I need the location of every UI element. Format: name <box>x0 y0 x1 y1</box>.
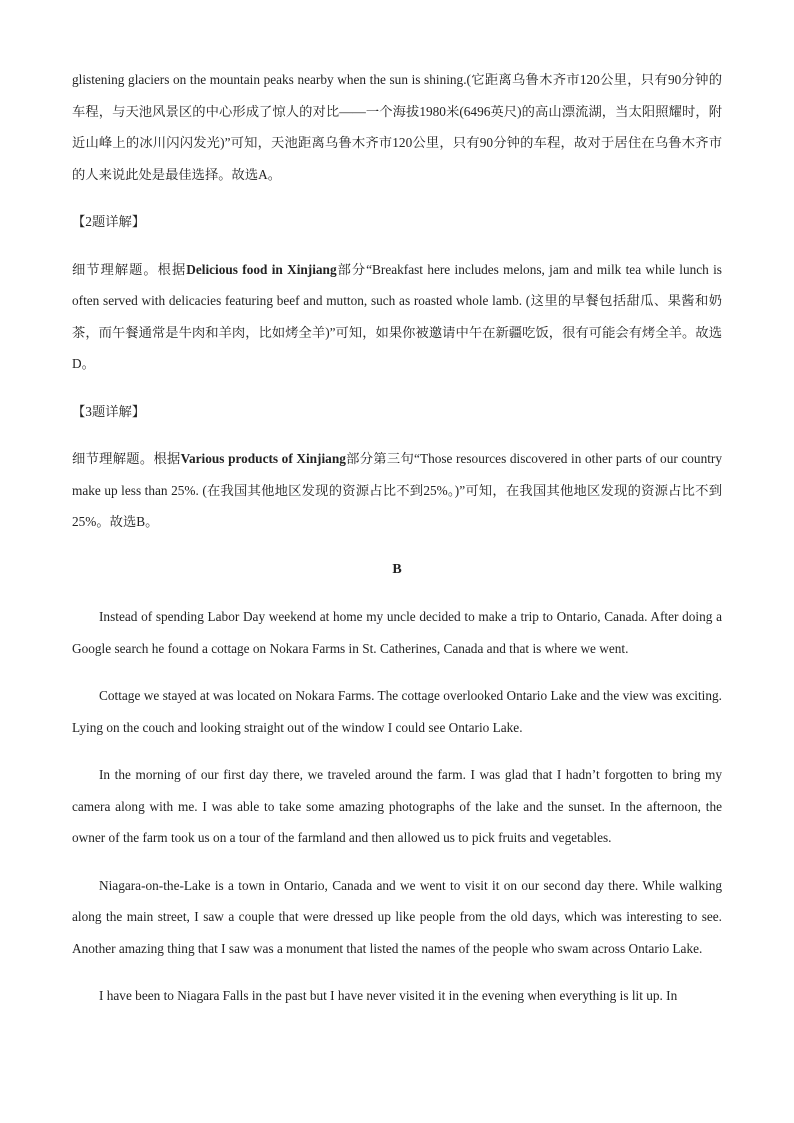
passage-b-paragraph-3: In the morning of our first day there, we traveled around the farm. I was glad that I hadn’t forgotten to bring my camera along with me. I was able to take some amazing photographs of the lake and the sunset. In the afternoon, the owner of the farm took us on a tour of the farmland and then allowed us to pick fruits and vegetables. <box>72 767 722 845</box>
document-page <box>72 64 722 1012</box>
q3-heading: 【3题详解】 <box>72 403 146 419</box>
q2-heading: 【2题详解】 <box>72 214 146 229</box>
passage-b-paragraph-4: Niagara-on-the-Lake is a town in Ontario, Canada and we went to visit it on our second day there. While walking along the main street, I saw a couple that were dressed up like people from the old days, which was interesting to see. Another amazing thing that I saw was a monument that listed the names of the people who swam across Ontario Lake. <box>72 877 722 956</box>
q2-rest: 部分“Breakfast here includes melons, jam and milk tea while lunch is often served with delicacies featuring beef and mutton, such as roasted whole lamb. (这里的早餐包括甜瓜、果酱和奶茶，而午餐通常是牛肉和羊肉，比如烤全羊)”可知，如果你被邀请中午在新疆吃饭，很有可能会有烤全羊。故选D。 <box>72 261 722 371</box>
passage-b-paragraph-2: Cottage we stayed at was located on Nokara Farms. The cottage overlooked Ontario Lake and the view was exciting. Lying on the couch and looking straight out of the window I could see Ontario Lake. <box>72 688 722 735</box>
q2-lead: 细节理解题。根据 <box>72 261 187 277</box>
passage-b-paragraph-5: I have been to Niagara Falls in the past but I have never visited it in the evening when everything is lit up. In <box>99 988 678 1003</box>
q3-lead: 细节理解题。根据 <box>72 451 181 466</box>
q3-section-name: Various products of Xinjiang <box>180 451 346 466</box>
passage-b-title: B <box>392 561 402 577</box>
passage-b-paragraph-1: Instead of spending Labor Day weekend at home my uncle decided to make a trip to Ontario, Canada. After doing a Google search he found a cottage on Nokara Farms in St. Catherines, Canada and that is where we went. <box>72 609 722 656</box>
q2-explanation <box>72 254 722 380</box>
q3-rest: 部分第三句“Those resources discovered in other parts of our country make up less than 25%. (在我国其他地区发现的资源占比不到25%。)”可知，在我国其他地区发现的资源占比不到25%。故选B。 <box>72 451 723 529</box>
q1-explanation-tail: glistening glaciers on the mountain peaks nearby when the sun is shining.(它距离乌鲁木齐市120公里，只有90分钟的车程，与天池风景区的中心形成了惊人的对比——一个海拔1980米(6496英尺)的高山漂流湖，当太阳照耀时，附近山峰上的冰川闪闪发光)”可知，天池距离乌鲁木齐市120公里，只有90分钟的车程，故对于居住在乌鲁木齐市的人来说此处是最佳选择。故选A。 <box>72 72 722 182</box>
q3-explanation <box>72 443 722 538</box>
q2-section-name: Delicious food in Xinjiang <box>186 261 337 277</box>
